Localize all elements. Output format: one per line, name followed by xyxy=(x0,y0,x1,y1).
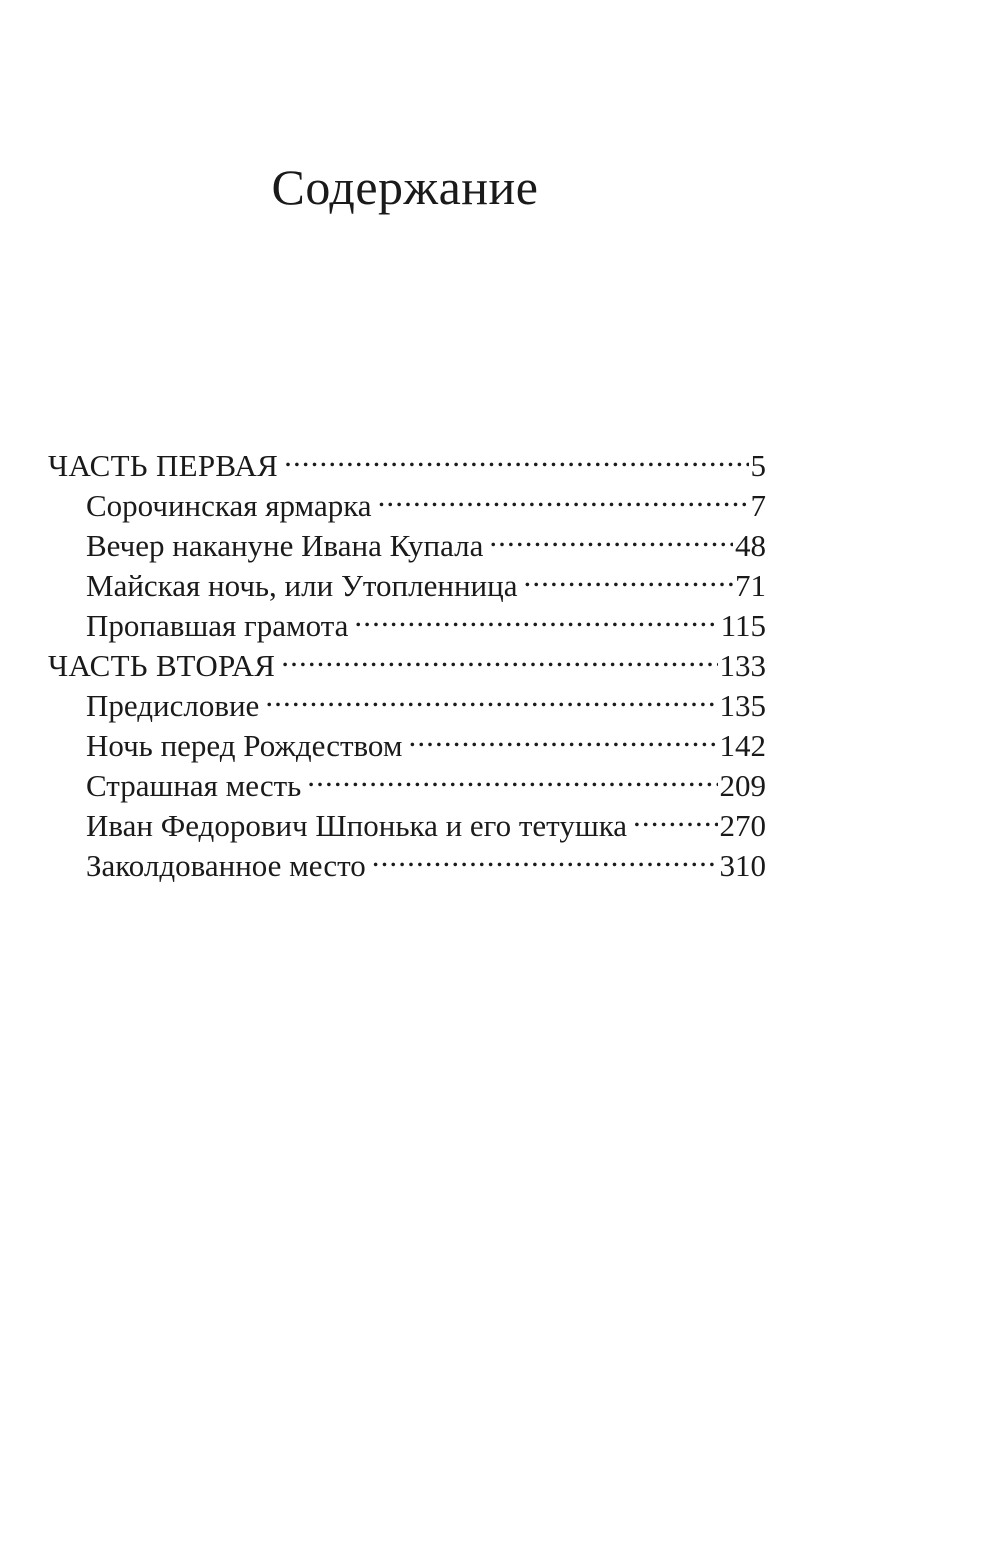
dot-leader xyxy=(303,756,717,796)
toc-entry-label: Иван Федорович Шпонька и его тетушка xyxy=(86,808,628,843)
toc-entry-label: ЧАСТЬ ПЕРВАЯ xyxy=(48,448,279,483)
dot-leader xyxy=(368,836,718,876)
contents-title: Содержание xyxy=(271,159,539,215)
toc-entry-label: Предисловие xyxy=(86,688,260,723)
toc-page-number: 135 xyxy=(719,688,766,723)
dot-leader xyxy=(350,596,718,636)
toc-entry-label: ЧАСТЬ ВТОРАЯ xyxy=(48,648,276,683)
dot-leader xyxy=(374,476,749,516)
toc-page-number: 142 xyxy=(719,728,766,763)
toc-entry-label: Заколдованное место xyxy=(86,848,366,883)
toc-page-number: 115 xyxy=(720,608,766,643)
dot-leader xyxy=(404,716,717,756)
toc-page-number: 310 xyxy=(719,848,766,883)
dot-leader xyxy=(280,436,748,476)
toc-page-number: 270 xyxy=(719,808,766,843)
toc-entry-label: Майская ночь, или Утопленница xyxy=(86,568,518,603)
toc-part xyxy=(48,436,766,483)
dot-leader xyxy=(485,516,733,556)
toc-page-number: 5 xyxy=(750,448,766,483)
dot-leader xyxy=(519,556,733,596)
toc-page-number: 209 xyxy=(719,768,766,803)
toc-page-number: 133 xyxy=(719,648,766,683)
toc-page-number: 48 xyxy=(735,528,766,563)
toc-entry-label: Ночь перед Рождеством xyxy=(86,728,403,763)
toc-page-number: 7 xyxy=(750,488,766,523)
toc-entry-label: Страшная месть xyxy=(86,768,302,803)
toc-entry-label: Пропавшая грамота xyxy=(86,608,349,643)
toc-page-number: 71 xyxy=(735,568,766,603)
table-of-contents xyxy=(48,436,766,883)
dot-leader xyxy=(277,636,717,676)
dot-leader xyxy=(261,676,717,716)
toc-entry-label: Сорочинская ярмарка xyxy=(86,488,372,523)
dot-leader xyxy=(629,796,717,836)
toc-entry-label: Вечер накануне Ивана Купала xyxy=(86,528,484,563)
